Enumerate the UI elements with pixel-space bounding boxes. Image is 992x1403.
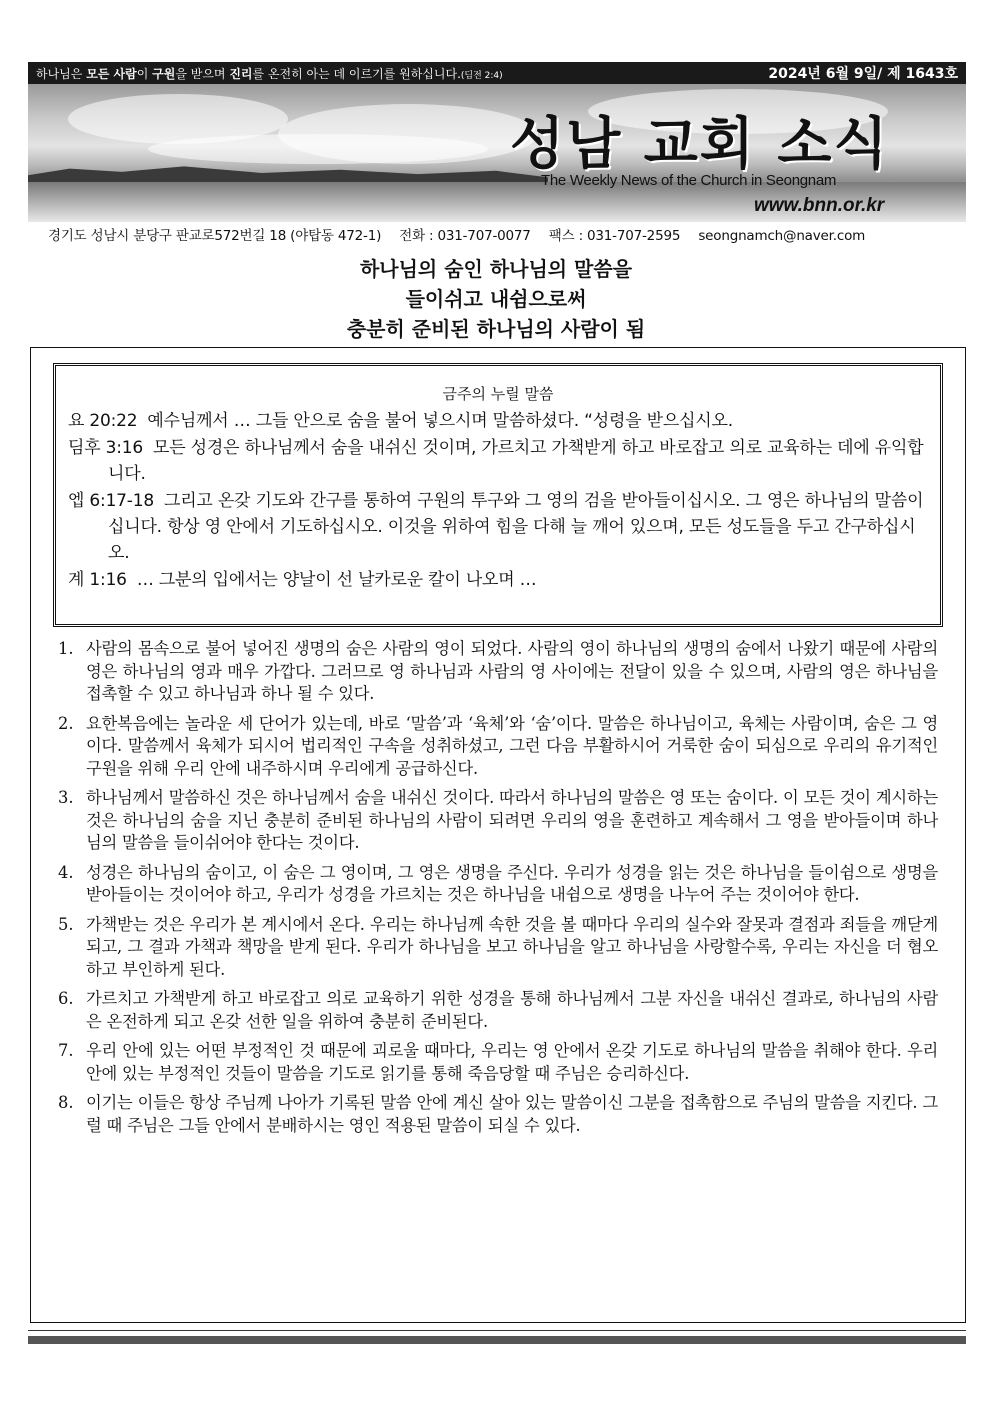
- point-number: 8.: [58, 1093, 74, 1112]
- email-address[interactable]: seongnamch@naver.com: [698, 228, 866, 244]
- point-number: 1.: [58, 639, 74, 658]
- point-text: 이기는 이들은 항상 주님께 나아가 기록된 말씀 안에 계신 살아 있는 말씀이신 그분을 접촉함으로 주님의 말씀을 지킨다. 그럴 때 주님은 그들 안에서 분배하시는 영인 적용된 말씀이 되실 수 있다.: [86, 1093, 938, 1135]
- point-text: 가르치고 가책받게 하고 바로잡고 의로 교육하기 위한 성경을 통해 하나님께서 그분 자신을 내쉬신 결과로, 하나님의 사람은 온전하게 되고 온갖 선한 일을 위하여 충분히 준비된다.: [86, 989, 938, 1031]
- church-address: 경기도 성남시 분당구 판교로572번길 18 (야탑동 472-1): [48, 228, 382, 244]
- point-item: [58, 1092, 938, 1137]
- headline-line-1: 하나님의 숨인 하나님의 말씀을: [359, 257, 633, 281]
- motto-segment: 이: [136, 66, 153, 81]
- verse-text: … 그분의 입에서는 양날이 선 날카로운 칼이 나오며 …: [136, 570, 537, 590]
- point-item: [58, 988, 938, 1033]
- headline: [0, 254, 992, 344]
- fax-number: 팩스 : 031-707-2595: [548, 228, 681, 244]
- newsletter-title: 성남 교회 소식: [510, 111, 890, 177]
- verse-item: [68, 567, 928, 593]
- footer-bar: [28, 1336, 966, 1344]
- motto-segment: 을 받으며: [175, 66, 230, 81]
- motto-segment: 모든 사람: [86, 66, 137, 81]
- website-link[interactable]: www.bnn.or.kr: [754, 195, 885, 216]
- point-item: [58, 638, 938, 706]
- point-text: 성경은 하나님의 숨이고, 이 숨은 그 영이며, 그 영은 생명을 주신다. 우리가 성경을 읽는 것은 하나님을 들이쉼으로 생명을 받아들이는 것이어야 하고, 우리가 성경을 가르치는 것은 하나님을 내쉼으로 생명을 나누어 주는 것이어야 한다.: [86, 862, 938, 904]
- verse-text: 예수님께서 … 그들 안으로 숨을 불어 넣으시며 말씀하셨다. “성령을 받으십시오.: [147, 411, 733, 431]
- point-text: 하나님께서 말씀하신 것은 하나님께서 숨을 내쉬신 것이다. 따라서 하나님의 말씀은 영 또는 숨이다. 이 모든 것이 계시하는 것은 하나님의 숨을 지닌 충분히 준비된 하나님의 사람이 되려면 우리의 영을 훈련하고 계속해서 그 영을 받아들이며 하나님의 말씀을 들이쉬어야 한다는 것이다.: [86, 788, 938, 852]
- headline-line-2: 들이쉬고 내쉼으로써: [405, 287, 587, 311]
- verse-reference: 딤후 3:16: [68, 438, 144, 458]
- point-item: [58, 787, 938, 855]
- motto-segment: 를 온전히 아는 데 이르기를 원하십니다.: [252, 66, 461, 81]
- verses-title: 금주의 누릴 말씀: [442, 385, 554, 403]
- point-number: 5.: [58, 914, 74, 934]
- point-text: 가책받는 것은 우리가 본 계시에서 온다. 우리는 하나님께 속한 것을 볼 때마다 우리의 실수와 잘못과 결점과 죄들을 깨닫게 되고, 그 결과 가책과 책망을 받게 된다. 우리가 하나님을 보고 하나님을 알고 하나님을 사랑할수록, 우리는 자신을 더 혐오하고 부인하게 된다.: [86, 914, 938, 979]
- point-number: 2.: [58, 713, 74, 733]
- cloud-shape: [148, 134, 488, 164]
- point-number: 7.: [58, 1041, 74, 1060]
- headline-line-3: 충분히 준비된 하나님의 사람이 됨: [346, 317, 646, 341]
- footer-divider: [28, 1330, 966, 1331]
- top-banner-bar: [28, 62, 966, 84]
- phone-number: 전화 : 031-707-0077: [399, 228, 531, 244]
- verse-text: 모든 성경은 하나님께서 숨을 내쉬신 것이며, 가르치고 가책받게 하고 바로잡고 의로 교육하는 데에 유익합니다.: [108, 438, 924, 484]
- motto-text: [36, 65, 503, 82]
- numbered-points: [58, 638, 938, 1144]
- point-number: 3.: [58, 788, 74, 807]
- point-text: 요한복음에는 놀라운 세 단어가 있는데, 바로 ‘말씀’과 ‘육체’와 ‘숨’이다. 말씀은 하나님이고, 육체는 사람이며, 숨은 그 영이다. 말씀께서 육체가 되시어 법리적인 구속을 성취하셨고, 그런 다음 부활하시어 거룩한 숨이 되심으로 우리의 유기적인 구원을 위해 우리 안에 내주하시며 우리에게 공급하신다.: [86, 713, 938, 778]
- hills-silhouette: [28, 162, 548, 184]
- point-item: [58, 713, 938, 781]
- newsletter-subtitle: The Weekly News of the Church in Seongnam: [541, 172, 837, 189]
- motto-segment: 하나님은: [36, 66, 87, 81]
- motto-segment: 진리: [229, 66, 253, 81]
- verse-reference: 엡 6:17-18: [68, 491, 154, 511]
- point-number: 4.: [58, 862, 74, 882]
- verse-item: [68, 408, 928, 434]
- verses-box: [53, 363, 943, 627]
- motto-reference: (딤전 2:4): [460, 70, 503, 81]
- issue-date-number: 2024년 6월 9일/ 제 1643호: [768, 66, 958, 82]
- point-number: 6.: [58, 989, 74, 1008]
- contact-line: [48, 224, 948, 244]
- motto-segment: 구원: [152, 66, 176, 81]
- verse-item: [68, 488, 928, 566]
- point-item: [58, 862, 938, 907]
- point-text: 우리 안에 있는 어떤 부정적인 것 때문에 괴로울 때마다, 우리는 영 안에서 온갖 기도로 하나님의 말씀을 취해야 한다. 우리 안에 있는 부정적인 것들이 말씀을 기도로 읽기를 통해 죽음당할 때 주님은 승리하신다.: [86, 1041, 938, 1083]
- verse-item: [68, 435, 928, 487]
- verse-reference: 요 20:22: [68, 411, 138, 431]
- point-item: [58, 914, 938, 982]
- point-text: 사람의 몸속으로 불어 넣어진 생명의 숨은 사람의 영이 되었다. 사람의 영이 하나님의 생명의 숨에서 나왔기 때문에 사람의 영은 하나님의 영과 매우 가깝다. 그러므로 영 하나님과 사람의 영 사이에는 전달이 있을 수 있으며, 사람의 영은 하나님을 접촉할 수 있고 하나님과 하나 될 수 있다.: [86, 639, 938, 703]
- verse-reference: 계 1:16: [68, 570, 127, 590]
- point-item: [58, 1040, 938, 1085]
- verse-text: 그리고 온갖 기도와 간구를 통하여 구원의 투구와 그 영의 검을 받아들이십시오. 그 영은 하나님의 말씀이십니다. 항상 영 안에서 기도하십시오. 이것을 위하여 힘을 다해 늘 깨어 있으며, 모든 성도들을 두고 간구하십시오.: [108, 491, 924, 563]
